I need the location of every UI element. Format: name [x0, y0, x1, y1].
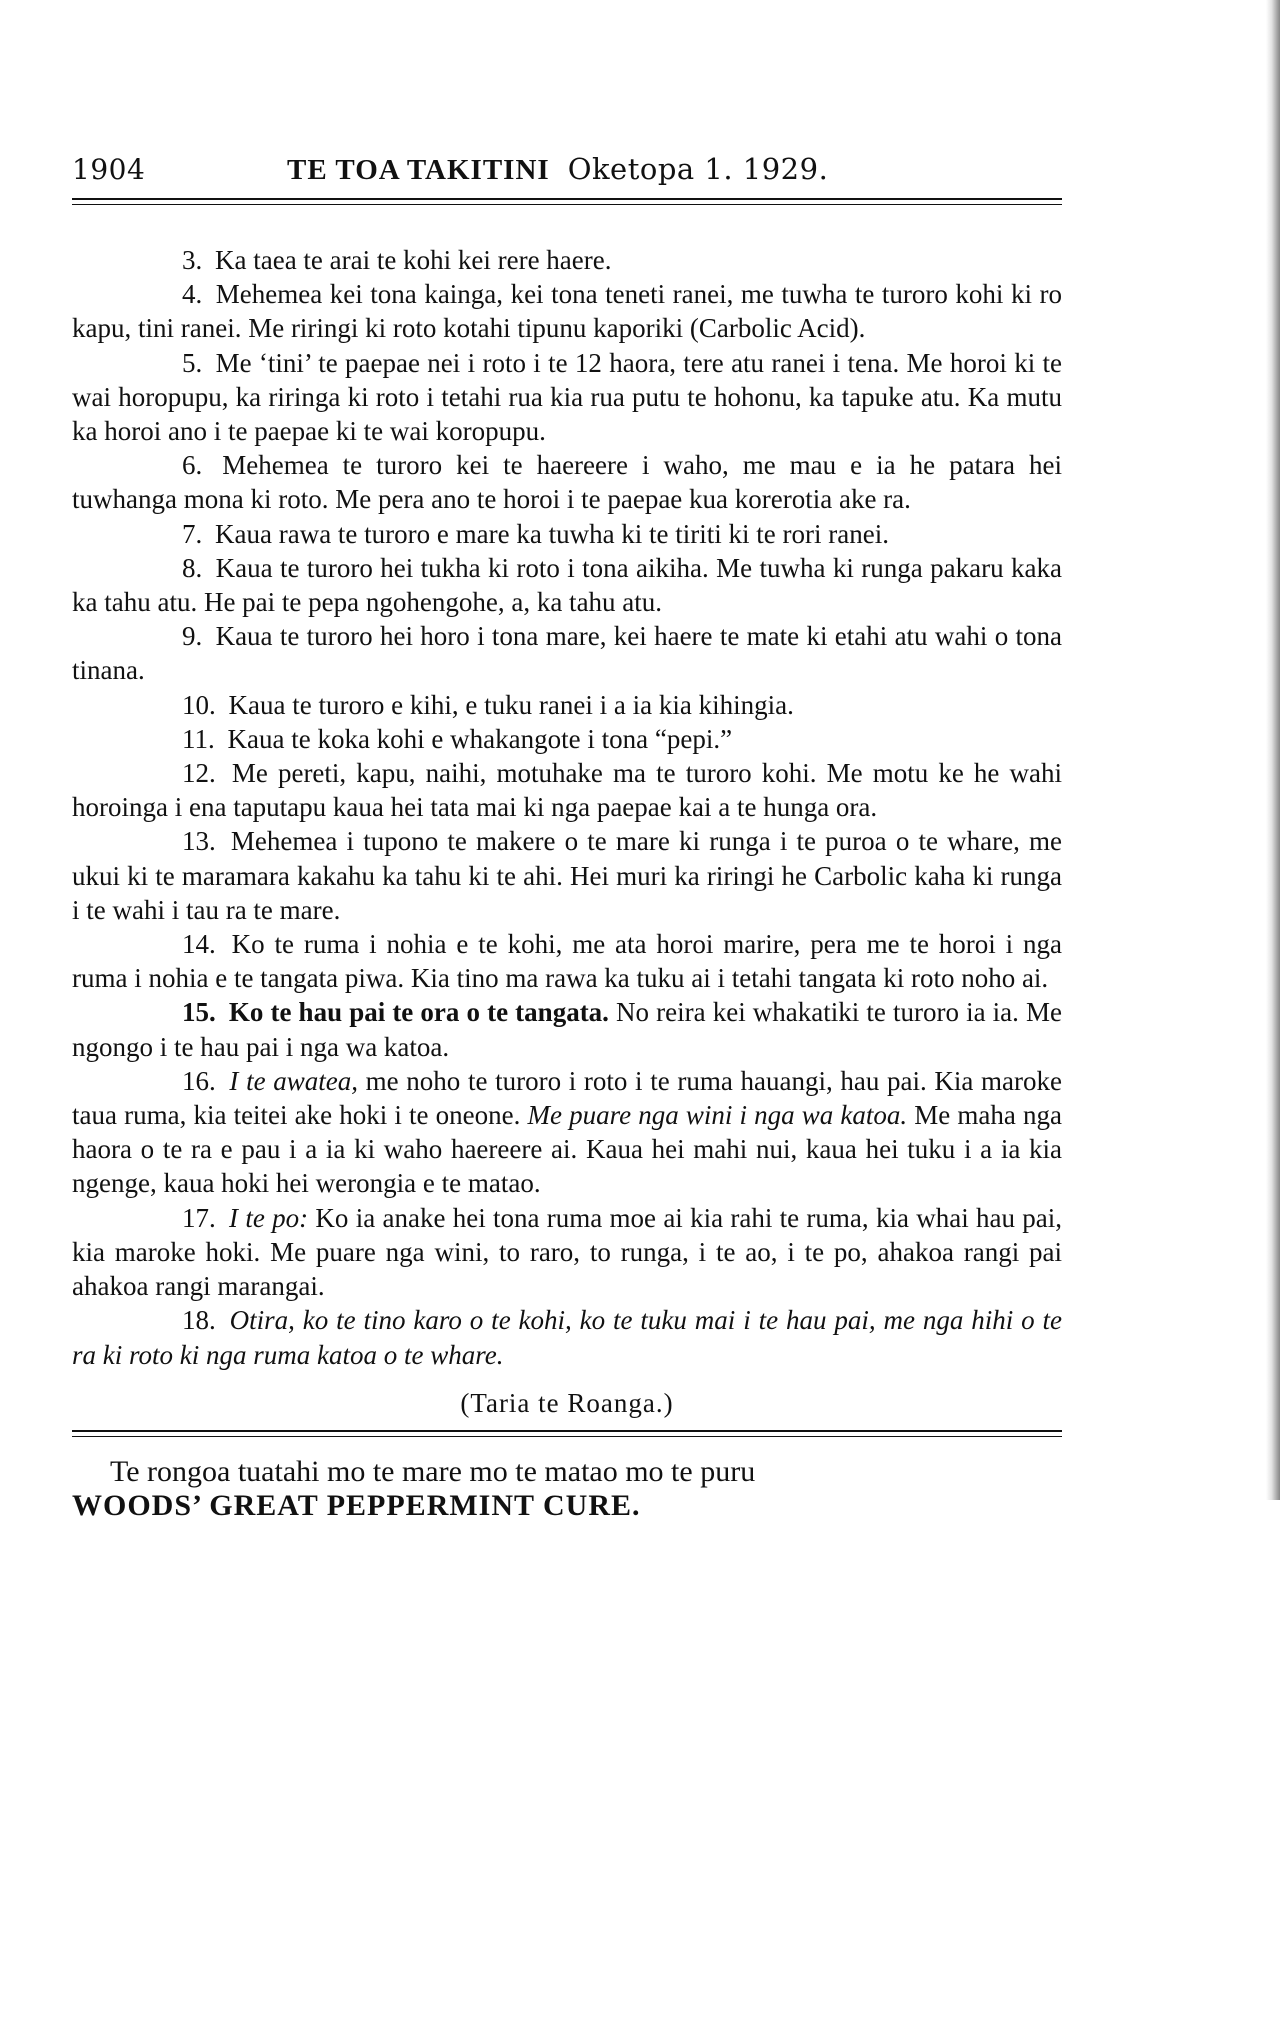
- paragraph-text: Kaua te turoro e kihi, e tuku ranei i a ia kia kihingia.: [228, 689, 794, 720]
- paragraph-text: me noho te turoro i roto i te ruma hauangi, hau pai. Kia maroke taua ruma, kia teitei ake hoki i te oneone.: [72, 1065, 1063, 1131]
- paragraph-text: Kaua te turoro hei tukha ki roto i tona aikiha. Me tuwha ki runga pakaru kaka ka tahu atu. He pai te pepa ngohengohe, a, ka tahu atu.: [72, 552, 1062, 618]
- paragraph-number: 10.: [182, 689, 216, 720]
- paragraph-17: [72, 1201, 1062, 1304]
- paragraph-text: Me ‘tini’ te paepae nei i roto i te 12 haora, tere atu ranei i tena. Me horoi ki te wai horopupu, ka riringa ki roto i tetahi rua kia rua putu te hohonu, ka tapuke atu. Ka mutu ka horoi ano i te paepae ki te wai koropupu.: [72, 347, 1063, 447]
- paragraph-number: 18.: [182, 1305, 216, 1336]
- paragraph-18: [72, 1303, 1062, 1371]
- paragraph-8: [72, 551, 1062, 619]
- paragraph-text: Ko te ruma i nohia e te kohi, me ata horoi marire, pera me te horoi i nga ruma i nohia e te tangata piwa. Kia tino ma rawa ka tuku ai i tetahi tangata ki roto noho ai.: [72, 929, 1063, 994]
- continuation-note: (Taria te Roanga.): [460, 1387, 674, 1418]
- paragraph-lead-italic: I te po:: [229, 1202, 309, 1233]
- paragraph-number: 7.: [182, 518, 203, 549]
- paragraph-text-italic: Otira, ko te tino karo o te kohi, ko te tuku mai i te hau pai, me nga hihi o te ra ki roto ki nga ruma katoa o te whare.: [72, 1305, 1062, 1370]
- header-rule-thick: [72, 198, 1062, 200]
- paragraph-7: [72, 517, 1062, 551]
- paragraph-text: No reira kei whakatiki te turoro ia ia. Me ngongo i te hau pai i nga wa katoa.: [72, 997, 1062, 1062]
- page-number: 1904: [72, 153, 146, 186]
- paragraph-number: 5.: [182, 347, 203, 378]
- paragraph-number: 6.: [182, 450, 203, 481]
- advert-brand: WOODS’ GREAT PEPPERMINT CURE.: [72, 1488, 641, 1522]
- paragraph-number: 13.: [182, 826, 216, 857]
- paragraph-16: [72, 1064, 1062, 1201]
- scan-edge-shadow: [1266, 0, 1280, 1500]
- paragraph-10: [72, 688, 1062, 722]
- paragraph-number: 9.: [182, 621, 203, 652]
- paragraph-9: [72, 619, 1062, 687]
- paragraph-lead-italic: I te awatea,: [229, 1065, 358, 1096]
- paragraph-number: 16.: [182, 1065, 216, 1096]
- paragraph-italic-phrase: Me puare nga wini i nga wa katoa.: [527, 1100, 908, 1131]
- journal-page: [72, 152, 1062, 1523]
- paragraph-6: [72, 448, 1062, 516]
- paragraph-text: Kaua te turoro hei horo i tona mare, kei haere te mate ki etahi atu wahi o tona tinana.: [72, 621, 1063, 686]
- paragraph-number: 4.: [182, 279, 203, 310]
- paragraph-text: Kaua te koka kohi e whakangote i tona “pepi.”: [227, 723, 733, 754]
- paragraph-text: Mehemea kei tona kainga, kei tona teneti ranei, me tuwha te turoro kohi ki ro kapu, tini ranei. Me riringi ki roto kotahi tipunu kaporiki (Carbolic Acid).: [72, 279, 1062, 344]
- paragraph-text: Mehemea i tupono te makere o te mare ki runga i te puroa o te whare, me ukui ki te maramara kakahu ka tahu ki te ahi. Hei muri ka riringi he Carbolic kaha ki runga i te wahi i tau ra te mare.: [72, 826, 1062, 925]
- paragraph-text: Ka taea te arai te kohi kei rere haere.: [215, 245, 612, 275]
- paragraph-text-continued: Me maha nga haora o te ra e pau i a ia ki waho haereere ai. Kaua hei mahi nui, kaua hei tuku i a ia kia ngenge, kaua hoki hei werongia e te matao.: [72, 1100, 1063, 1199]
- paragraph-number: 12.: [182, 758, 216, 789]
- paragraph-number: 15.: [182, 997, 216, 1028]
- issue-date: Oketopa 1. 1929.: [567, 152, 829, 186]
- paragraph-number: 14.: [182, 929, 216, 960]
- paragraph-lead-bold: Ko te hau pai te ora o te tangata.: [228, 997, 609, 1028]
- footer-rule-thick: [72, 1430, 1062, 1432]
- paragraph-text: Mehemea te turoro kei te haereere i waho, me mau e ia he patara hei tuwhanga mona ki roto. Me pera ano te horoi i te paepae kua korerotia ake ra.: [72, 450, 1063, 515]
- paragraph-3: [72, 243, 1062, 277]
- paragraph-13: [72, 824, 1062, 927]
- advert-line: Te rongoa tuatahi mo te mare mo te matao mo te puru: [110, 1454, 756, 1488]
- paragraph-text: Me pereti, kapu, naihi, motuhake ma te turoro kohi. Me motu ke he wahi horoinga i ena taputapu kaua hei tata mai ki nga paepae kai a te hunga ora.: [72, 758, 1063, 823]
- paragraph-12: [72, 756, 1062, 824]
- footer-rule-thin: [72, 1436, 1062, 1437]
- paragraph-15: [72, 995, 1062, 1063]
- paragraph-4: [72, 277, 1062, 345]
- paragraph-number: 8.: [182, 552, 203, 583]
- paragraph-text: Kaua rawa te turoro e mare ka tuwha ki te tiriti ki te rori ranei.: [215, 518, 889, 549]
- paragraph-number: 17.: [182, 1202, 216, 1233]
- article-body: [72, 243, 1062, 1420]
- paragraph-text: Ko ia anake hei tona ruma moe ai kia rahi te ruma, kia whai hau pai, kia maroke hoki. Me puare nga wini, to raro, to runga, i te ao, i te po, ahakoa rangi pai ahakoa rangi marangai.: [72, 1202, 1063, 1302]
- paragraph-11: [72, 722, 1062, 756]
- advertisement: [72, 1455, 1062, 1523]
- journal-title: TE TOA TAKITINI: [287, 154, 550, 186]
- paragraph-5: [72, 346, 1062, 449]
- paragraph-14: [72, 927, 1062, 995]
- paragraph-number: 3.: [182, 245, 203, 275]
- running-head: [72, 152, 1062, 192]
- header-rule-thin: [72, 204, 1062, 205]
- paragraph-number: 11.: [182, 723, 215, 754]
